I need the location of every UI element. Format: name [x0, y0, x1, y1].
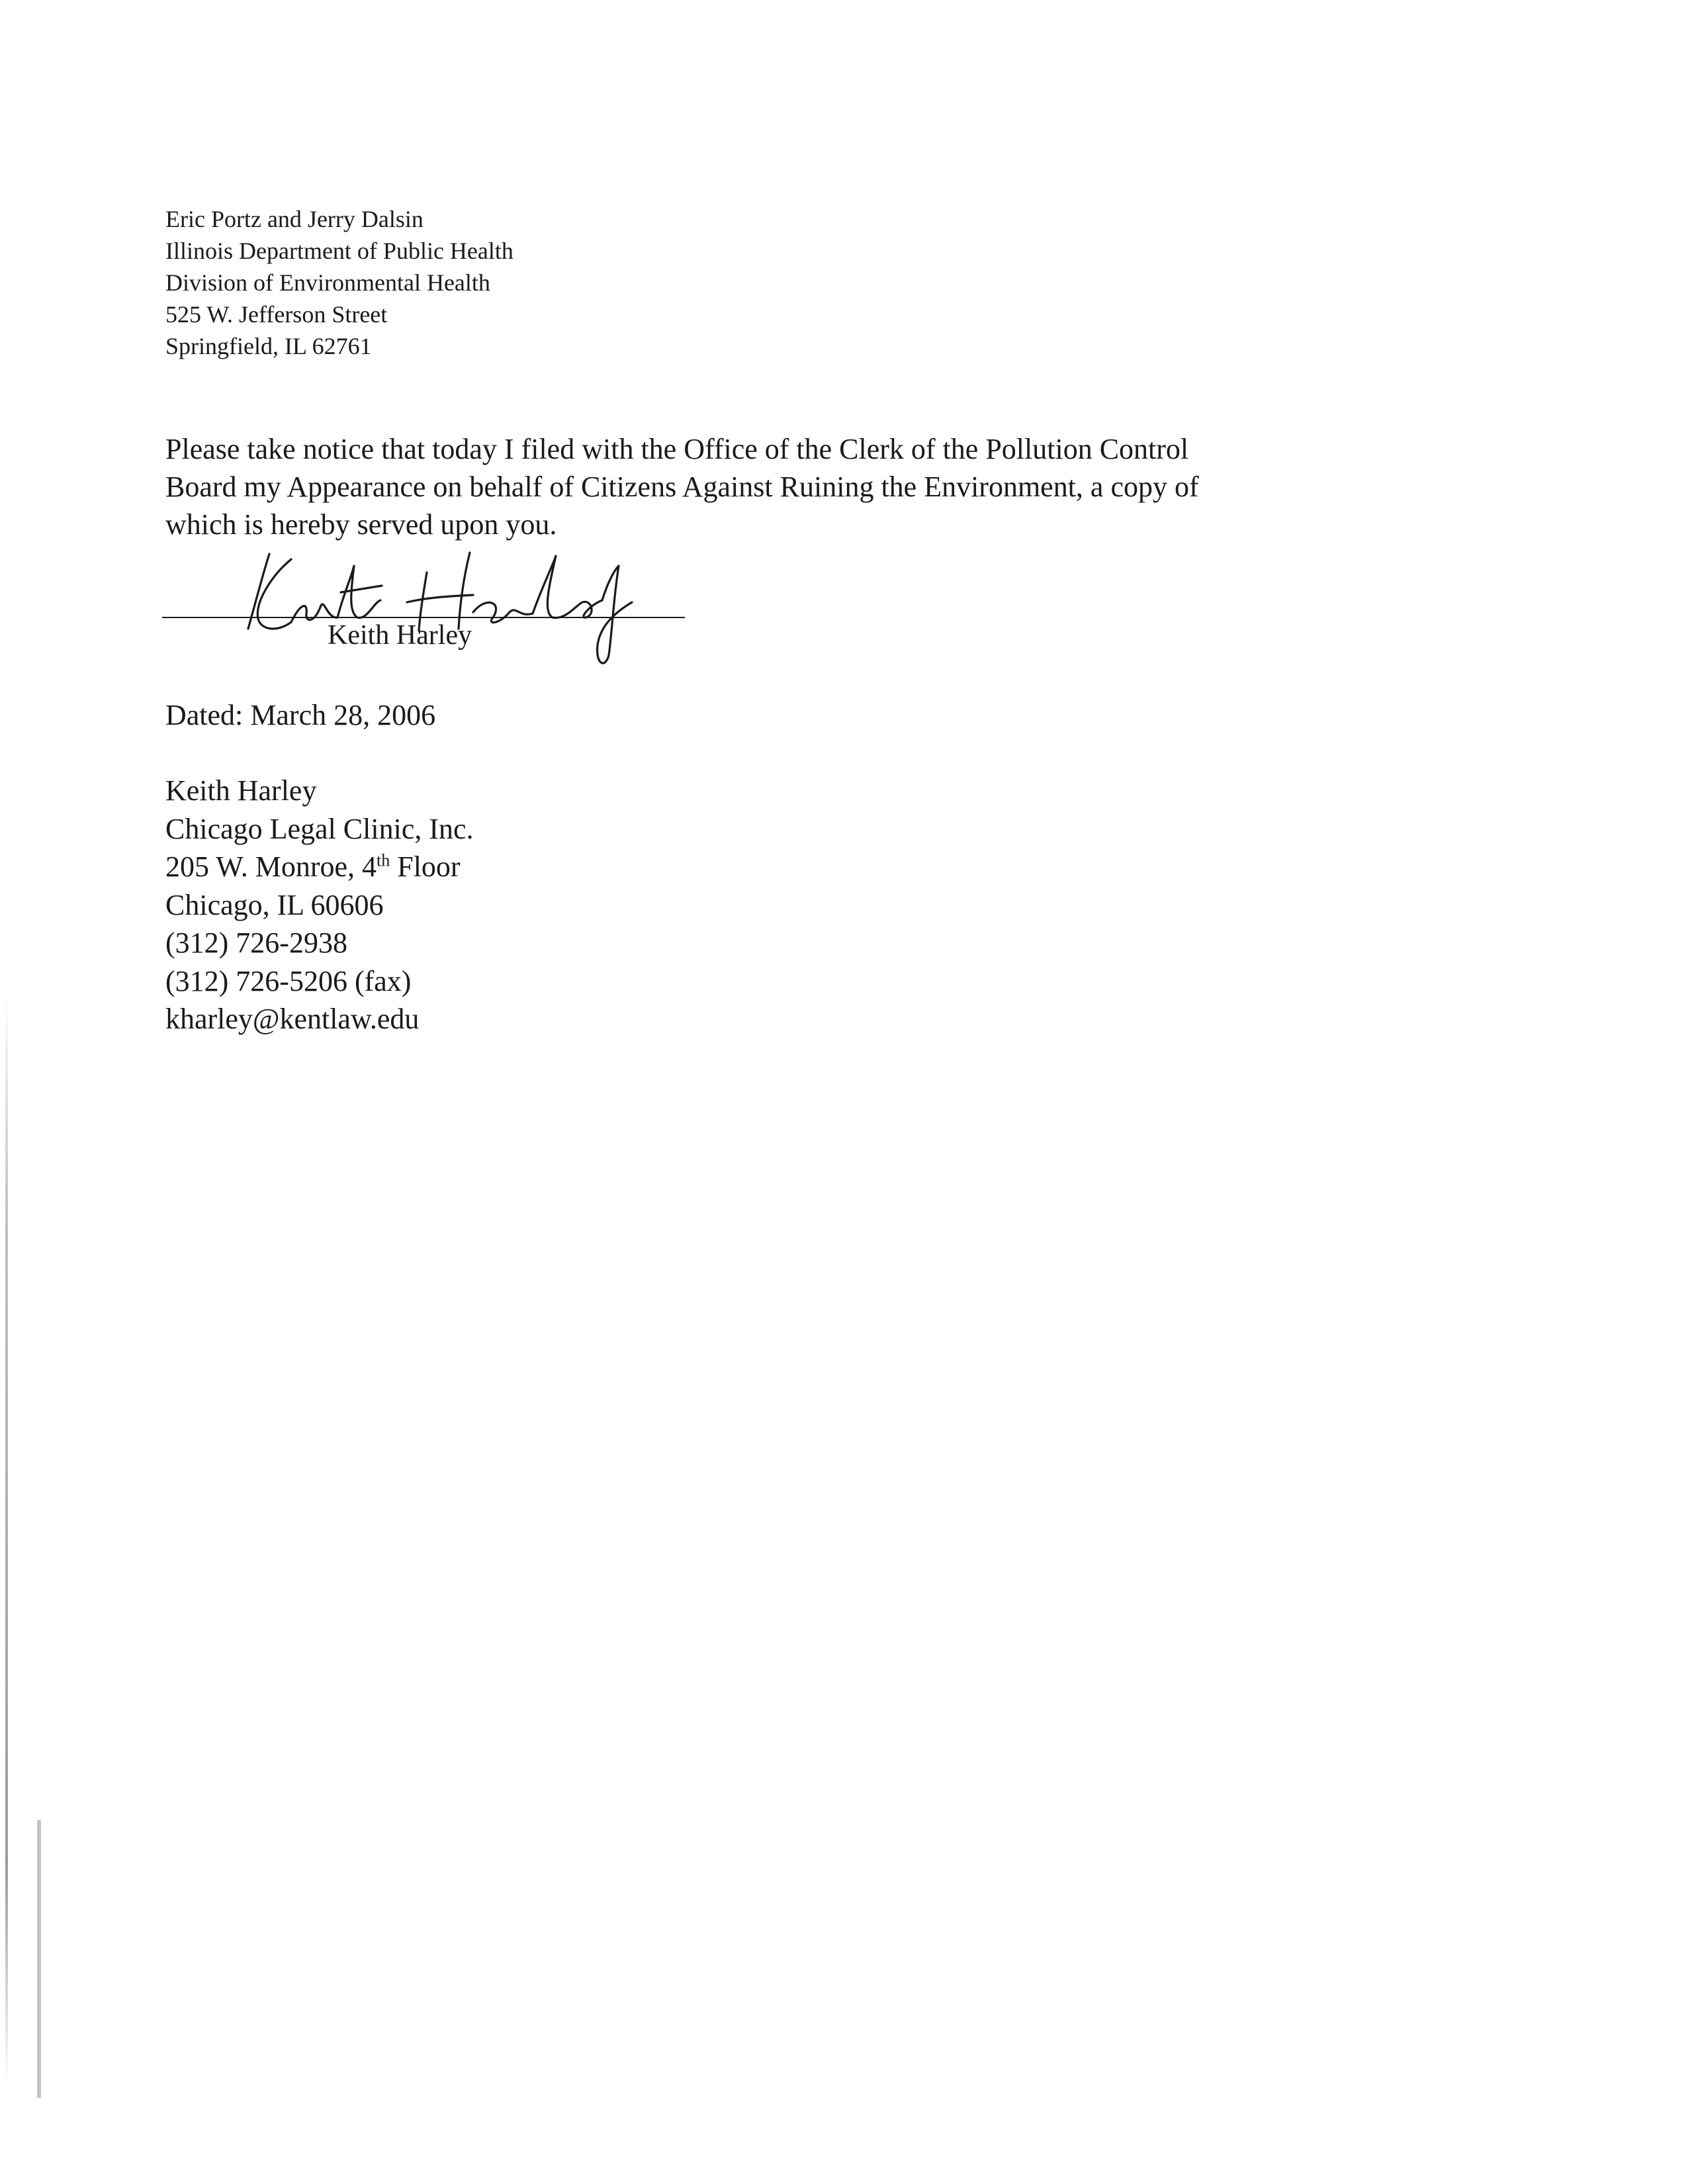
contact-address: [165, 848, 474, 886]
signature-block: [162, 539, 685, 672]
scan-artifact: [37, 1820, 41, 2098]
contact-organization: Chicago Legal Clinic, Inc.: [165, 812, 474, 845]
notice-line: Board my Appearance on behalf of Citizens Against Ruining the Environment, a copy of: [165, 471, 1199, 503]
recipient-address-block: [165, 203, 513, 362]
notice-line: Please take notice that today I filed with the Office of the Clerk of the Pollution Control: [165, 433, 1189, 465]
recipient-division: Division of Environmental Health: [165, 269, 490, 296]
ordinal-suffix: th: [377, 850, 390, 870]
contact-phone: (312) 726-2938: [165, 927, 347, 959]
recipient-names: Eric Portz and Jerry Dalsin: [165, 206, 424, 232]
signature-line: [162, 617, 685, 618]
date-line: Dated: March 28, 2006: [165, 699, 436, 731]
recipient-street: 525 W. Jefferson Street: [165, 301, 388, 328]
address-prefix: 205 W. Monroe, 4: [165, 850, 377, 883]
recipient-department: Illinois Department of Public Health: [165, 238, 513, 264]
address-end: Floor: [390, 850, 461, 883]
contact-city: Chicago, IL 60606: [165, 888, 384, 921]
recipient-city: Springfield, IL 62761: [165, 333, 372, 359]
contact-fax: (312) 726-5206 (fax): [165, 964, 412, 997]
contact-block: [165, 772, 474, 1038]
scan-artifact: [5, 993, 8, 2085]
notice-paragraph: [165, 430, 1423, 543]
contact-email: kharley@kentlaw.edu: [165, 1003, 420, 1035]
notice-line: which is hereby served upon you.: [165, 508, 557, 541]
handwritten-signature: [208, 539, 672, 672]
contact-name: Keith Harley: [165, 774, 317, 807]
signer-name: Keith Harley: [328, 620, 472, 651]
